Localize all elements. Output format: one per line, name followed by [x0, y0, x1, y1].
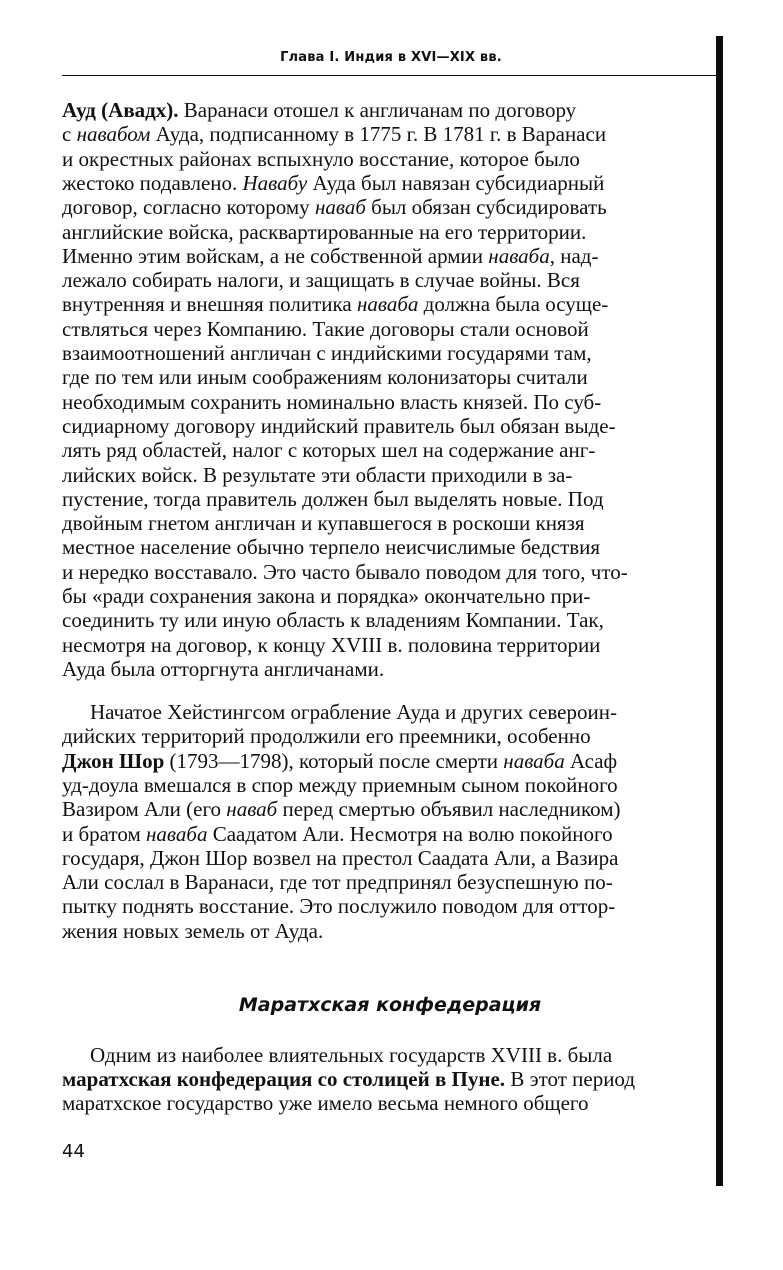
italic-term: наваб	[226, 797, 278, 822]
text-run: лежало собирать налоги, и защищать в случае войны. Вся	[62, 268, 580, 293]
text-run: Именно этим войскам, а не собственной армии	[62, 243, 489, 268]
text-run: бы «ради сохранения закона и порядка» окончательно при-	[62, 584, 591, 608]
text-run: государя, Джон Шор возвел на престол Саадата Али, а Вазира	[62, 845, 619, 870]
text-line	[62, 195, 718, 219]
text-line	[62, 438, 718, 462]
text-line	[90, 1043, 718, 1067]
text-line	[62, 122, 718, 146]
text-run: необходимым сохранить номинально власть князей. По суб-	[62, 389, 602, 414]
text-run: несмотря на договор, к концу XVIII в. половина территории	[62, 632, 601, 657]
text-run: Одним из наиболее влиятельных государств XVIII в. была	[90, 1043, 613, 1067]
text-run: взаимоотношений англичан с индийскими государями там,	[62, 341, 592, 365]
text-run: Саадатом Али. Несмотря на волю покойного	[207, 821, 613, 846]
text-line	[62, 919, 323, 943]
text-line	[62, 894, 718, 918]
text-run: Вазиром Али (его	[62, 797, 227, 822]
text-line	[62, 749, 718, 773]
text-run: маратхское государство уже имело весьма немного общего	[62, 1091, 589, 1115]
text-line	[62, 822, 718, 846]
text-line	[62, 584, 718, 608]
text-line	[62, 244, 718, 268]
text-run: договор, согласно которому	[62, 195, 315, 220]
text-run: Ауда была отторгнута англичанами.	[62, 656, 385, 681]
running-header: Глава I. Индия в XVI—XIX вв.	[280, 50, 502, 65]
text-line	[90, 700, 718, 724]
section-heading: Маратхская конфедерация	[238, 994, 542, 1016]
text-line	[62, 560, 718, 584]
text-line	[62, 870, 718, 894]
text-line	[62, 724, 718, 748]
text-line	[62, 292, 718, 316]
text-line	[62, 98, 718, 122]
text-line	[62, 220, 718, 244]
italic-term: наваба	[146, 821, 208, 846]
bold-term: Ауд (Авадх).	[62, 98, 179, 122]
text-run: должна была осуще-	[418, 292, 609, 317]
header-rule	[62, 75, 720, 76]
text-line	[62, 1091, 718, 1115]
text-line	[62, 365, 718, 389]
text-run: , над-	[549, 243, 599, 268]
text-run: и нередко восставало. Это часто бывало поводом для того, что-	[62, 559, 628, 584]
text-line	[62, 463, 718, 487]
text-run: В этот период	[505, 1067, 636, 1091]
bold-term: маратхская конфедерация со столицей в Пуне.	[62, 1067, 506, 1091]
text-line	[62, 608, 718, 632]
text-run: двойным гнетом англичан и купавшегося в роскоши князя	[62, 511, 585, 536]
text-line	[62, 535, 718, 559]
text-line	[62, 171, 718, 195]
text-run: Асаф	[564, 748, 618, 773]
text-run: жестоко подавлено.	[62, 170, 243, 195]
italic-term: наваба	[488, 243, 550, 268]
text-run: Ауда был навязан субсидиарный	[307, 170, 605, 195]
text-run: английские войска, расквартированные на его территории.	[62, 219, 587, 244]
text-run: с	[62, 122, 77, 147]
text-run: пустение, тогда правитель должен был выделять новые. Под	[62, 486, 604, 511]
text-run: лять ряд областей, налог с которых шел на содержание анг-	[62, 438, 596, 463]
text-run: Начатое Хейстингсом ограбление Ауда и других североин-	[90, 700, 617, 724]
text-line	[62, 657, 384, 681]
text-run: сидиарному договору индийский правитель был обязан выде-	[62, 413, 616, 438]
text-line	[62, 341, 718, 365]
text-run: Али сослал в Варанаси, где тот предпринял безуспешную по-	[62, 870, 613, 895]
italic-term: наваба	[503, 748, 565, 773]
text-line	[62, 414, 718, 438]
text-line	[62, 1067, 718, 1091]
text-run: соединить ту или иную область к владениям Компании. Так,	[62, 608, 604, 633]
bold-term: Джон Шор	[62, 748, 165, 773]
text-run: перед смертью объявил наследником)	[277, 797, 621, 822]
text-line	[62, 487, 718, 511]
text-line	[62, 797, 718, 821]
text-line	[62, 846, 718, 870]
text-run: Варанаси отошел к англичанам по договору	[178, 98, 577, 122]
text-line	[62, 317, 718, 341]
text-run: Ауда, подписанному в 1775 г. В 1781 г. в Варанаси	[150, 122, 607, 147]
italic-term: наваб	[314, 195, 366, 220]
text-line	[62, 268, 718, 292]
text-line	[62, 773, 718, 797]
text-run: и братом	[62, 821, 146, 846]
text-line	[62, 147, 718, 171]
text-run: где по тем или иным соображениям колонизаторы считали	[62, 365, 588, 390]
text-run: был обязан субсидировать	[365, 195, 607, 220]
italic-term: наваба	[356, 292, 419, 317]
text-run: лийских войск. В результате эти области приходили в за-	[62, 462, 573, 487]
text-run: жения новых земель от Ауда.	[62, 918, 324, 943]
text-run: внутренняя и внешняя политика	[62, 292, 357, 317]
text-line	[62, 633, 718, 657]
text-run: ствляться через Компанию. Такие договоры стали основой	[62, 316, 589, 341]
text-run: (1793—1798), который после смерти	[164, 748, 504, 773]
text-line	[62, 511, 718, 535]
text-run: и окрестных районах вспыхнуло восстание, которое было	[62, 146, 580, 171]
italic-term: навабом	[76, 122, 151, 147]
text-run: местное население обычно терпело неисчислимые бедствия	[62, 535, 601, 560]
text-line	[62, 390, 718, 414]
text-run: пытку поднять восстание. Это послужило поводом для оттор-	[62, 894, 616, 919]
italic-term: Навабу	[242, 170, 308, 195]
text-run: дийских территорий продолжили его преемники, особенно	[62, 724, 591, 749]
page-number: 44	[62, 1141, 85, 1162]
text-run: уд-доула вмешался в спор между приемным сыном покойного	[62, 772, 618, 797]
